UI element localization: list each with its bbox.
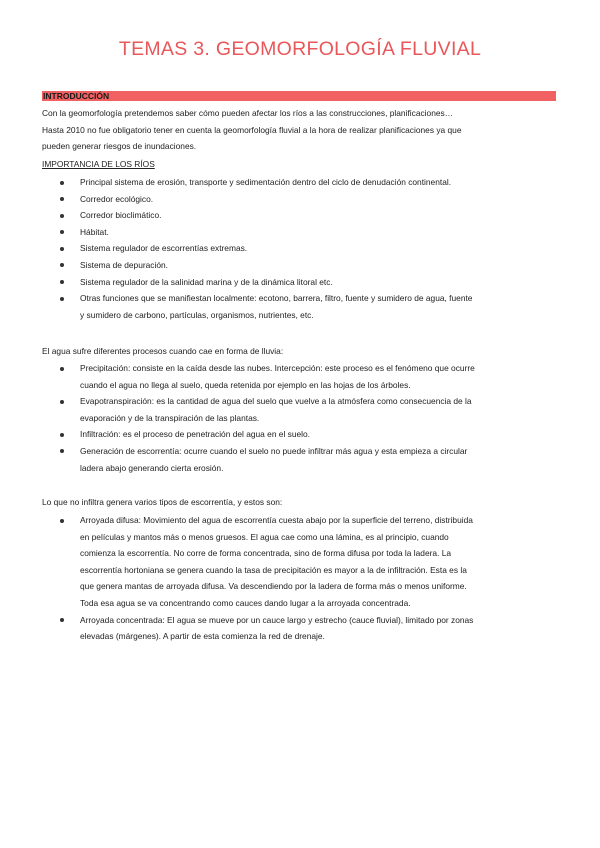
section-heading-bar (42, 91, 556, 101)
bullet-icon (60, 519, 64, 523)
bullet-icon (60, 247, 64, 251)
list-item: Infiltración: es el proceso de penetración del agua en el suelo. (42, 426, 562, 443)
bullet-icon (60, 197, 64, 201)
list-item: Hábitat. (42, 224, 562, 241)
bullet-icon (60, 449, 64, 453)
processes-list (42, 360, 562, 476)
runoff-intro: Lo que no infiltra genera varios tipos de escorrentía, y estos son: (42, 497, 283, 507)
list-item: Arroyada concentrada: El agua se mueve por un cauce largo y estrecho (cauce fluvial), limitado por zonas elevadas (márgenes). A partir de esta comienza la red de drenaje. (42, 612, 562, 645)
importance-list (42, 174, 562, 323)
list-item: Generación de escorrentía: ocurre cuando el suelo no puede infiltrar más agua y esta empieza a circular ladera abajo generando cierta erosión. (42, 443, 562, 476)
bullet-icon (60, 367, 64, 371)
list-item: Principal sistema de erosión, transporte y sedimentación dentro del ciclo de denudación continental. (42, 174, 562, 191)
list-item: Corredor bioclimático. (42, 207, 562, 224)
list-item: Precipitación: consiste en la caída desde las nubes. Intercepción: este proceso es el fenómeno que ocurre cuando el agua no llega al suelo, queda retenida por ejemplo en las hojas de los árboles. (42, 360, 562, 393)
bullet-icon (60, 230, 64, 234)
bullet-icon (60, 263, 64, 267)
bullet-icon (60, 280, 64, 284)
bullet-icon (60, 618, 64, 622)
bullet-icon (60, 297, 64, 301)
intro-line: Con la geomorfología pretendemos saber cómo pueden afectar los ríos a las construcciones, planificaciones… (42, 108, 454, 118)
list-item: Sistema regulador de escorrentías extremas. (42, 240, 562, 257)
bullet-icon (60, 400, 64, 404)
bullet-icon (60, 181, 64, 185)
importance-heading: IMPORTANCIA DE LOS RÍOS (42, 159, 155, 169)
list-item: Otras funciones que se manifiestan localmente: ecotono, barrera, filtro, fuente y sumidero de agua, fuente y sumidero de carbono, partículas, organismos, nutrientes, etc. (42, 290, 562, 323)
list-item: Sistema de depuración. (42, 257, 562, 274)
list-item: Sistema regulador de la salinidad marina y de la dinámica litoral etc. (42, 274, 562, 291)
list-item: Corredor ecológico. (42, 191, 562, 208)
list-item: Evapotranspiración: es la cantidad de agua del suelo que vuelve a la atmósfera como consecuencia de la evaporación y de la transpiración de las plantas. (42, 393, 562, 426)
intro-line: pueden generar riesgos de inundaciones. (42, 141, 197, 152)
bullet-icon (60, 433, 64, 437)
intro-line: Hasta 2010 no fue obligatorio tener en cuenta la geomorfología fluvial a la hora de realizar planificaciones ya que (42, 124, 462, 135)
processes-intro: El agua sufre diferentes procesos cuando cae en forma de lluvia: (42, 346, 284, 356)
document-title: TEMAS 3. GEOMORFOLOGÍA FLUVIAL (118, 38, 482, 60)
section-heading: INTRODUCCIÓN (43, 91, 110, 101)
bullet-icon (60, 214, 64, 218)
intro-paragraph (42, 105, 462, 155)
runoff-list (42, 512, 562, 645)
list-item: Arroyada difusa: Movimiento del agua de escorrentía cuesta abajo por la superficie del terreno, distribuida en películas y mantos más o menos gruesos. El agua cae como una lámina, es al principio, cuando comienza la escorrentía. No corre de forma concentrada, sino de forma difusa por toda la ladera. La escorrentía hortoniana se genera cuando la tasa de precipitación es mayor a la de infiltración. Esta es la que genera mantas de arroyada difusa. Va descendiendo por la ladera de forma más o menos uniforme. Toda esa agua se va concentrando como cauces dando lugar a la arroyada concentrada. (42, 512, 562, 612)
